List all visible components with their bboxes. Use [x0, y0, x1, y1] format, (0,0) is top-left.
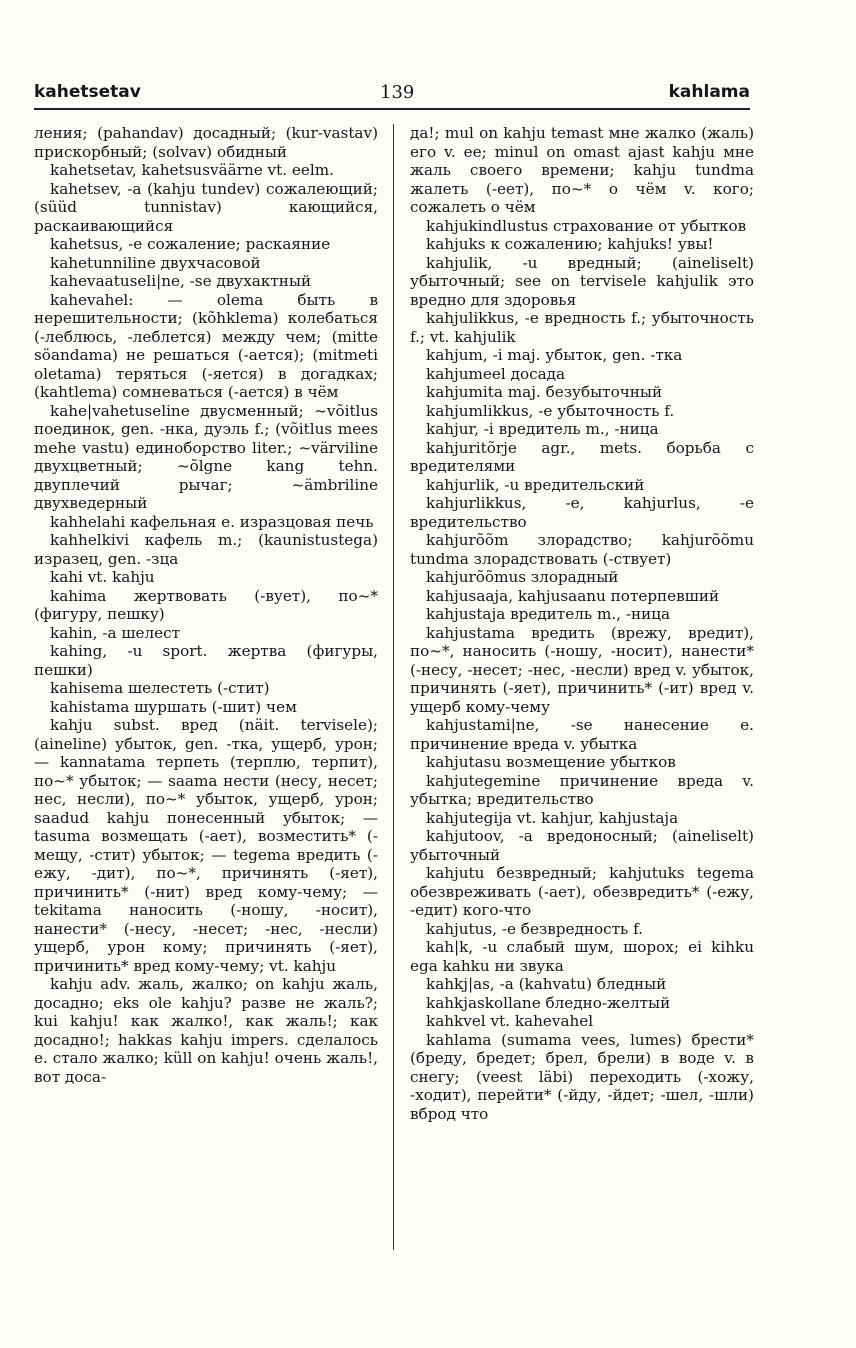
left-running-headword: kahetsetav: [34, 82, 141, 102]
dictionary-entry: kahjurõõm злорадство; kahjurõõmu tundma злорадствовать (-ствует): [410, 531, 754, 568]
dictionary-entry: kahju subst. вред (näit. tervisele); (aineline) убыток, gen. -тка, ущерб, урон; — kannatama терпеть (терплю, терпит), по~* убыток; — saama нести (несу, несет; нес, несли), по~* убыток, ущерб, урон; saadud kahju понесенный убыток; — tasuma возмещать (-ает), возместить* (-мещу, -стит) убыток; — tegema вредить (-ежу, -дит), по~*, причинять (-яет), причинить* (-нит) вред кому-чему; — tekitama наносить (-ношу, -носит), нанести* (-несу, -несет; -нес, -несли) ущерб, урон кому; причинять (-яет), причинить* вред кому-чему; vt. kahju: [34, 716, 378, 975]
dictionary-entry: kahjutasu возмещение убытков: [426, 753, 676, 771]
dictionary-entry: kahima жертвовать (-вует), по~* (фигуру, пешку): [34, 586, 378, 623]
dictionary-entry: kahisema шелестеть (-стит): [50, 679, 270, 697]
dictionary-entry: ления; (pahandav) досадный; (kur-vastav) прискорбный; (solvav) обидный: [34, 124, 378, 161]
dictionary-entry: kahjurõõmus злорадный: [426, 568, 619, 586]
dictionary-entry: kahjustami|ne, -se нанесение е. причинение вреда v. убытка: [410, 716, 754, 753]
page-number: 139: [380, 82, 415, 103]
dictionary-entry: kahjumita maj. безубыточный: [426, 383, 663, 401]
dictionary-entry: kahjulikkus, -e вредность f.; убыточность f.; vt. kahjulik: [410, 309, 754, 346]
dictionary-entry: kahetsetav, kahetsusväärne vt. eelm.: [50, 161, 334, 179]
dictionary-entry: kahhelahi кафельная е. изразцовая печь: [50, 512, 374, 531]
dictionary-entry: kahjutoov, -a вредоносный; (aineliselt) убыточный: [410, 827, 754, 864]
dictionary-entry: kahjur, -i вредитель m., -ница: [426, 420, 659, 438]
dictionary-entry: kahi vt. kahju: [50, 568, 155, 586]
dictionary-entry: kahetunniline двухчасовой: [50, 253, 261, 272]
dictionary-entry: kahjulik, -u вредный; (aineliselt) убыточный; see on tervisele kahjulik это вредно для здоровья: [410, 253, 754, 309]
dictionary-entry: kahistama шуршать (-шит) чем: [50, 697, 297, 716]
dictionary-entry: kahkvel vt. kahevahel: [426, 1012, 594, 1030]
dictionary-entry: kahjukindlustus страхование от убытков: [426, 216, 747, 235]
dictionary-entry: kahetsev, -a (kahju tundev) сожалеющий; (süüd tunnistav) кающийся, раскаивающийся: [34, 179, 378, 235]
dictionary-entry: kahjum, -i maj. убыток, gen. -тка: [426, 346, 683, 364]
header-rule: [34, 108, 750, 110]
column-divider: [393, 124, 394, 1250]
dictionary-entry: kahjusaaja, kahjusaanu потерпевший: [426, 586, 720, 605]
dictionary-entry: kahin, -a шелест: [50, 623, 180, 642]
dictionary-entry: kahkj|as, -a (kahvatu) бледный: [426, 975, 667, 993]
dictionary-entry: kahkjaskollane бледно-желтый: [426, 993, 671, 1012]
dictionary-entry: да!; mul on kahju temast мне жалко (жаль) его v. ее; minul on omast ajast kahju мне жаль своего времени; kahju tundma жалеть (-еет), по~* о чём v. кого; сожалеть о чём: [410, 124, 754, 216]
dictionary-entry: kahe|vahetuseline двусменный; ~võitlus поединок, gen. -нка, дуэль f.; (võitlus mees mehe vastu) единоборство liter.; ~värviline двухцветный; ~õlgne kang tehn. двуплечий рычаг; ~ämbriline двухведерный: [34, 401, 378, 512]
right-column: [410, 124, 754, 1274]
dictionary-entry: kahjutegemine причинение вреда v. убытка; вредительство: [410, 771, 754, 808]
dictionary-entry: kahevaatuseli|ne, -se двухактный: [50, 272, 312, 290]
dictionary-entry: kahjumeel досада: [426, 364, 566, 383]
dictionary-entry: kahjutegija vt. kahjur, kahjustaja: [426, 808, 679, 827]
page-header: [34, 80, 750, 110]
dictionary-entry: kahjumlikkus, -e убыточность f.: [426, 401, 675, 420]
dictionary-entry: kahetsus, -e сожаление; раскаяние: [50, 235, 331, 253]
dictionary-entry: kahjustaja вредитель m., -ница: [426, 605, 671, 623]
dictionary-entry: kahjutus, -e безвредность f.: [426, 919, 644, 938]
dictionary-entry: kahju adv. жаль, жалко; on kahju жаль, досадно; eks ole kahju? разве не жаль?; kui kahju! как жалко!, как жаль!; как досадно!; hakkas kahju impers. сделалось е. стало жалко; küll on kahju! очень жаль!, вот доса-: [34, 975, 378, 1086]
dictionary-entry: kahjuks к сожалению; kahjuks! увы!: [426, 235, 714, 253]
dictionary-entry: kahhelkivi кафель m.; (kaunistustega) изразец, gen. -зца: [34, 531, 378, 568]
dictionary-entry: kahjuritõrje agr., mets. борьба с вредителями: [410, 438, 754, 475]
dictionary-entry: kah|k, -u слабый шум, шорох; ei kihku ega kahku ни звука: [410, 938, 754, 975]
left-column: [34, 124, 378, 1274]
dictionary-entry: kahjurlikkus, -e, kahjurlus, -e вредительство: [410, 494, 754, 531]
dictionary-entry: kahjustama вредить (врежу, вредит), по~*, наносить (-ношу, -носит), нанести* (-несу, -несет; -нес, -несли) вред v. убыток, причинять (-яет), причинить* (-ит) вред v. ущерб кому-чему: [410, 623, 754, 716]
dictionary-entry: kahlama (sumama vees, lumes) брести* (бреду, бредет; брел, брели) в воде v. в снегу; (veest läbi) переходить (-хожу, -ходит), перейти* (-йду, -йдет; -шел, -шли) вброд что: [410, 1030, 754, 1123]
dictionary-entry: kahing, -u sport. жертва (фигуры, пешки): [34, 642, 378, 679]
dictionary-entry: kahjurlik, -u вредительский: [426, 475, 645, 494]
right-running-headword: kahlama: [668, 82, 750, 102]
dictionary-entry: kahevahel: — olema быть в нерешительности; (kõhklema) колебаться (-леблюсь, -леблется) между чем; (mitte söandama) не решаться (-ается); (mitmeti oletama) теряться (-яется) в догадках; (kahtlema) сомневаться (-ается) в чём: [34, 290, 378, 401]
dictionary-entry: kahjutu безвредный; kahjutuks tegema обезвреживать (-ает), обезвредить* (-ежу, -едит) кого-что: [410, 864, 754, 919]
